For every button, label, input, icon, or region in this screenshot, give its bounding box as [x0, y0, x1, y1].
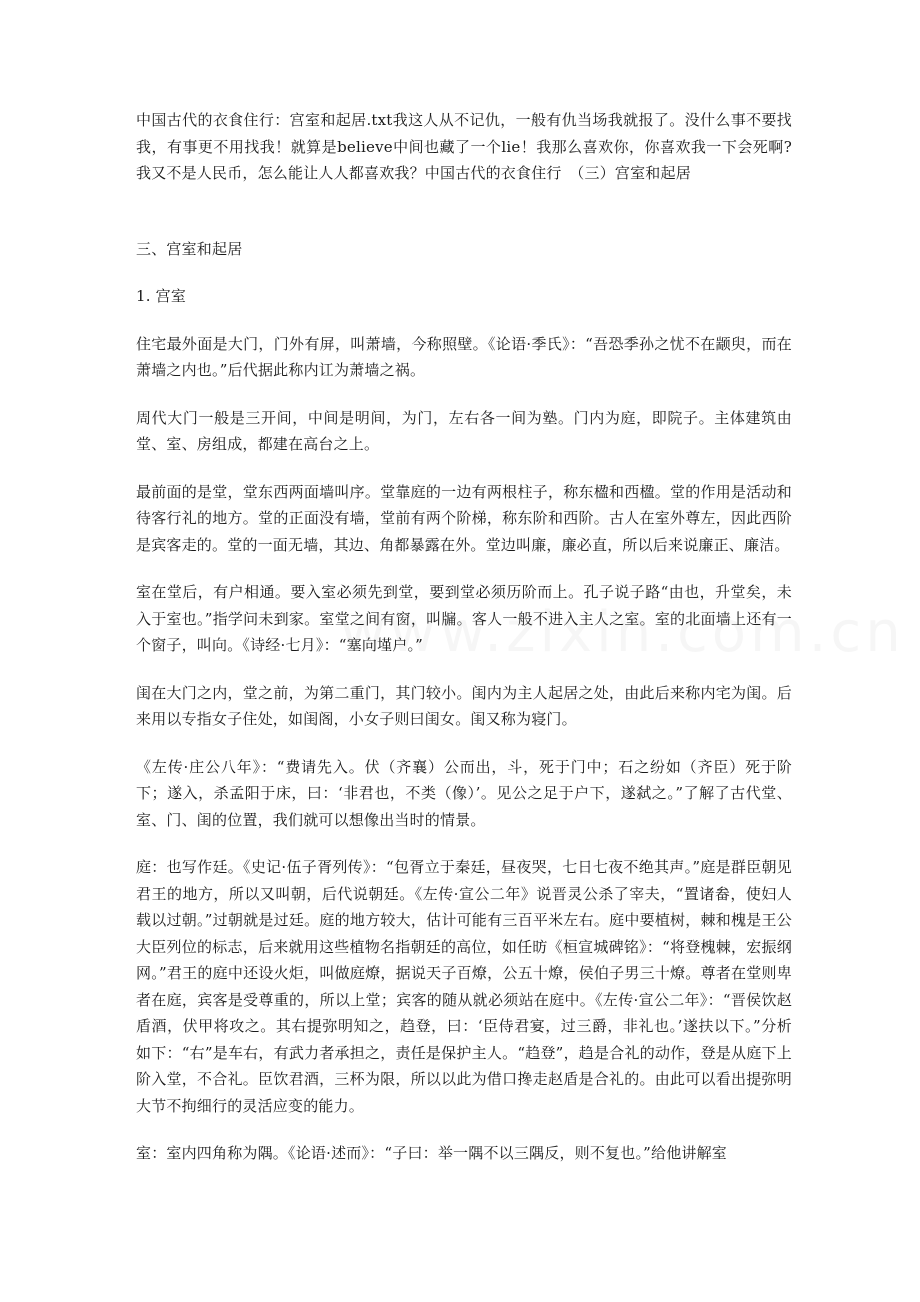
paragraph-room: 室在堂后，有户相通。要入室必须先到堂，要到堂必须历阶而上。孔子说子路“由也，升堂矣，未入于室也。”指学问未到家。室堂之间有窗，叫牖。客人一般不进入主人之室。室的北面墙上还有一个窗子，叫向。《诗经·七月》：“塞向墐户。” — [136, 583, 792, 654]
document-intro: 中国古代的衣食住行：宫室和起居.txt我这人从不记仇，一般有仇当场我就报了。没什么事不要找我，有事更不用找我！就算是believe中间也藏了一个lie！我那么喜欢你，你喜欢我一下会死啊?我又不是人民币，怎么能让人人都喜欢我？中国古代的衣食住行 （三）宫室和起居 — [136, 111, 792, 182]
paragraph-zuozhuan: 《左传·庄公八年》：“费请先入。伏（齐襄）公而出，斗，死于门中；石之纷如（齐臣）死于阶下；遂入，杀孟阳于床，曰：‘非君也，不类（像）’。见公之足于户下，遂弑之。”了解了古代堂、室、门、闺的位置，我们就可以想像出当时的情景。 — [136, 757, 792, 829]
paragraph-gate: 住宅最外面是大门，门外有屏，叫萧墙，今称照壁。《论语·季氏》：“吾恐季孙之忧不在颛臾，而在萧墙之内也。”后代据此称内讧为萧墙之祸。 — [136, 334, 792, 379]
paragraph-inner-gate: 闺在大门之内，堂之前，为第二重门，其门较小。闺内为主人起居之处，由此后来称内宅为闺。后来用以专指女子住处，如闺阁，小女子则曰闺女。闺又称为寝门。 — [136, 683, 792, 728]
paragraph-room-corners: 室：室内四角称为隅。《论语·述而》：“子曰：举一隅不以三隅反，则不复也。”给他讲解室 — [136, 1144, 728, 1162]
paragraph-hall: 最前面的是堂，堂东西两面墙叫序。堂靠庭的一边有两根柱子，称东楹和西楹。堂的作用是活动和待客行礼的地方。堂的正面没有墙，堂前有两个阶梯，称东阶和西阶。古人在室外尊左，因此西阶是宾客走的。堂的一面无墙，其边、角都暴露在外。堂边叫廉，廉必直，所以后来说廉正、廉洁。 — [136, 482, 792, 554]
paragraph-zhou-gate: 周代大门一般是三开间，中间是明间，为门，左右各一间为塾。门内为庭，即院子。主体建筑由堂、室、房组成，都建在高台之上。 — [136, 408, 792, 453]
paragraph-courtyard: 庭：也写作廷。《史记·伍子胥列传》：“包胥立于秦廷，昼夜哭，七日七夜不绝其声。”庭是群臣朝见君王的地方，所以又叫朝，后代说朝廷。《左传·宣公二年》说晋灵公杀了宰夫，“置诸畚，使妇人载以过朝。”过朝就是过廷。庭的地方较大，估计可能有三百平米左右。庭中要植树，棘和槐是王公大臣列位的标志，后来就用这些植物名指朝廷的高位，如任昉《桓宣城碑铭》：“将登槐棘，宏振纲网。”君王的庭中还设火炬，叫做庭燎，据说天子百燎，公五十燎，侯伯子男三十燎。尊者在堂则卑者在庭，宾客是受尊重的，所以上堂；宾客的随从就必须站在庭中。《左传·宣公二年》：“晋侯饮赵盾酒，伏甲将攻之。其右提弥明知之，趋登，曰：‘臣侍君宴，过三爵，非礼也。’遂扶以下。”分析如下：“右”是车右，有武力者承担之，责任是保护主人。“趋登”，趋是合礼的动作，登是从庭下上阶入堂，不合礼。臣饮君酒，三杯为限，所以以此为借口搀走赵盾是合礼的。由此可以看出提弥明大节不拘细行的灵活应变的能力。 — [136, 858, 792, 1115]
sub-heading: 1. 宫室 — [136, 287, 187, 305]
section-heading: 三、宫室和起居 — [136, 239, 243, 258]
document-body — [136, 107, 792, 1188]
